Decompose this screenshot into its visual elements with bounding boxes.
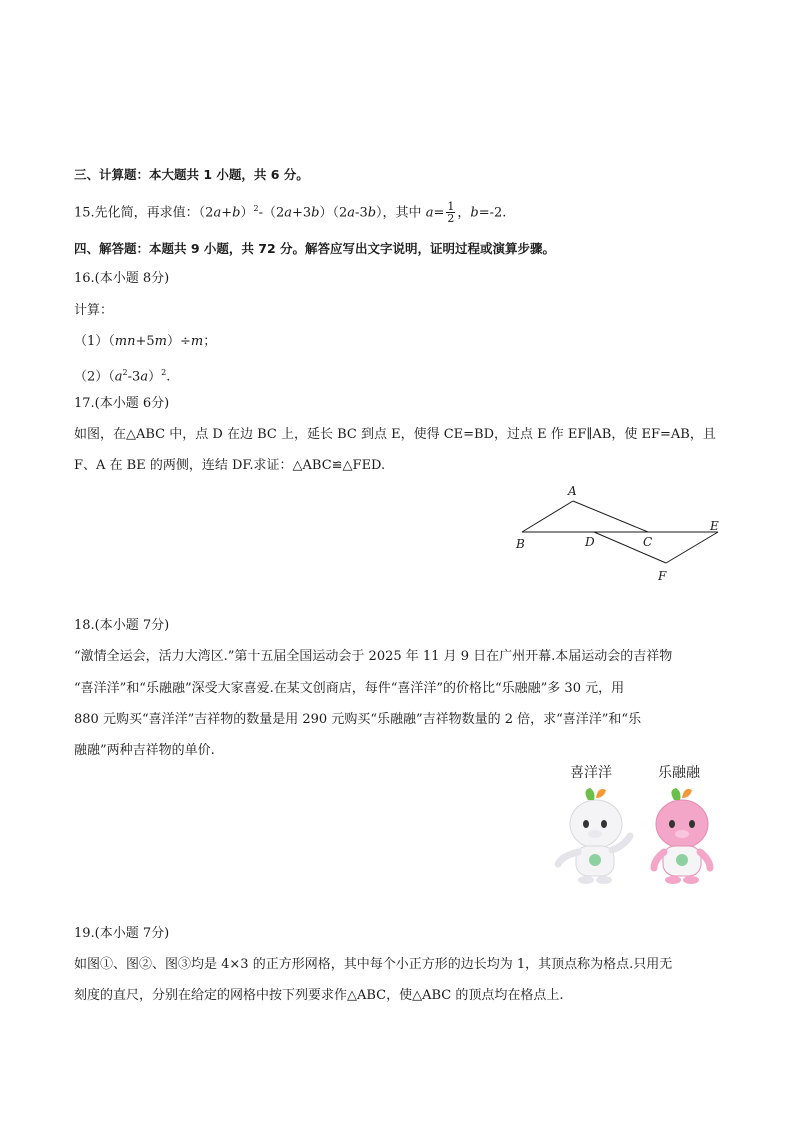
triangle-figure bbox=[506, 478, 736, 588]
q18-header: 18.(本小题 7分) bbox=[74, 618, 170, 633]
q19-line1: 如图①、图②、图③均是 4×3 的正方形网格，其中每个小正方形的边长均为 1，其顶点称为格点.只用无 bbox=[74, 957, 673, 972]
mascot-label-lerongrong: 乐融融 bbox=[658, 765, 700, 781]
q18-line2: “喜洋洋”和“乐融融”深受大家喜爱.在某文创商店，每件“喜洋洋”的价格比“乐融融”多 30 元，用 bbox=[74, 681, 625, 696]
label-D: D bbox=[585, 535, 595, 549]
mascot-white-icon bbox=[558, 788, 630, 884]
q19-header: 19.(本小题 7分) bbox=[74, 926, 170, 941]
q16-intro: 计算： bbox=[74, 303, 114, 318]
q16-item2: $(2)(a^2-3a)^2$. bbox=[74, 368, 171, 385]
q15-text: 15.先化简，再求值：$(2a+b)^2-(2a+3b)(2a-3b)$，其中 a= $\frac{1}{2}$ ，b=-2. bbox=[74, 200, 507, 226]
label-A: A bbox=[568, 484, 577, 498]
q18-line1: “激情全运会，活力大湾区.”第十五届全国运动会于 2025 年 11 月 9 日在广州开幕.本届运动会的吉祥物 bbox=[74, 649, 673, 664]
label-E: E bbox=[710, 519, 719, 533]
section3-heading: 三、计算题：本大题共 1 小题，共 6 分。 bbox=[74, 167, 309, 182]
q19-line2: 刻度的直尺，分别在给定的网格中按下列要求作△ABC，使△ABC 的顶点均在格点上. bbox=[74, 988, 564, 1003]
label-C: C bbox=[643, 535, 653, 549]
segment-DF bbox=[594, 532, 666, 563]
label-B: B bbox=[516, 537, 525, 551]
label-F: F bbox=[658, 569, 667, 583]
section4-heading: 四、解答题：本题共 9 小题，共 72 分。解答应写出文字说明，证明过程或演算步骤。 bbox=[74, 241, 556, 256]
q16-item1: （1）（mn+5m）÷m； bbox=[74, 334, 217, 349]
q17-line2: F、A 在 BE 的两侧，连结 DF.求证：△ABC≌△FED. bbox=[74, 458, 386, 473]
mascot-label-xiyangyang: 喜洋洋 bbox=[570, 765, 612, 781]
mascot-figure bbox=[548, 760, 728, 892]
fraction-one-half: $\frac{1}{2}$ bbox=[447, 200, 455, 226]
q17-line1: 如图，在△ABC 中，点 D 在边 BC 上，延长 BC 到点 E，使得 CE=BD，过点 E 作 EF∥AB，使 EF=AB，且 bbox=[74, 427, 716, 442]
mascot-pink-icon bbox=[654, 788, 710, 884]
q17-header: 17.(本小题 6分) bbox=[74, 396, 170, 411]
q18-line3: 880 元购买“喜洋洋”吉祥物的数量是用 290 元购买“乐融融”吉祥物数量的 2 倍，求“喜洋洋”和“乐 bbox=[74, 712, 642, 727]
segment-AB bbox=[522, 501, 573, 532]
q18-line4: 融融”两种吉祥物的单价. bbox=[74, 743, 215, 758]
q16-header: 16.(本小题 8分) bbox=[74, 271, 170, 286]
segment-EF bbox=[666, 532, 718, 563]
segment-AC bbox=[573, 501, 648, 532]
mascot-illustrations bbox=[548, 760, 728, 892]
